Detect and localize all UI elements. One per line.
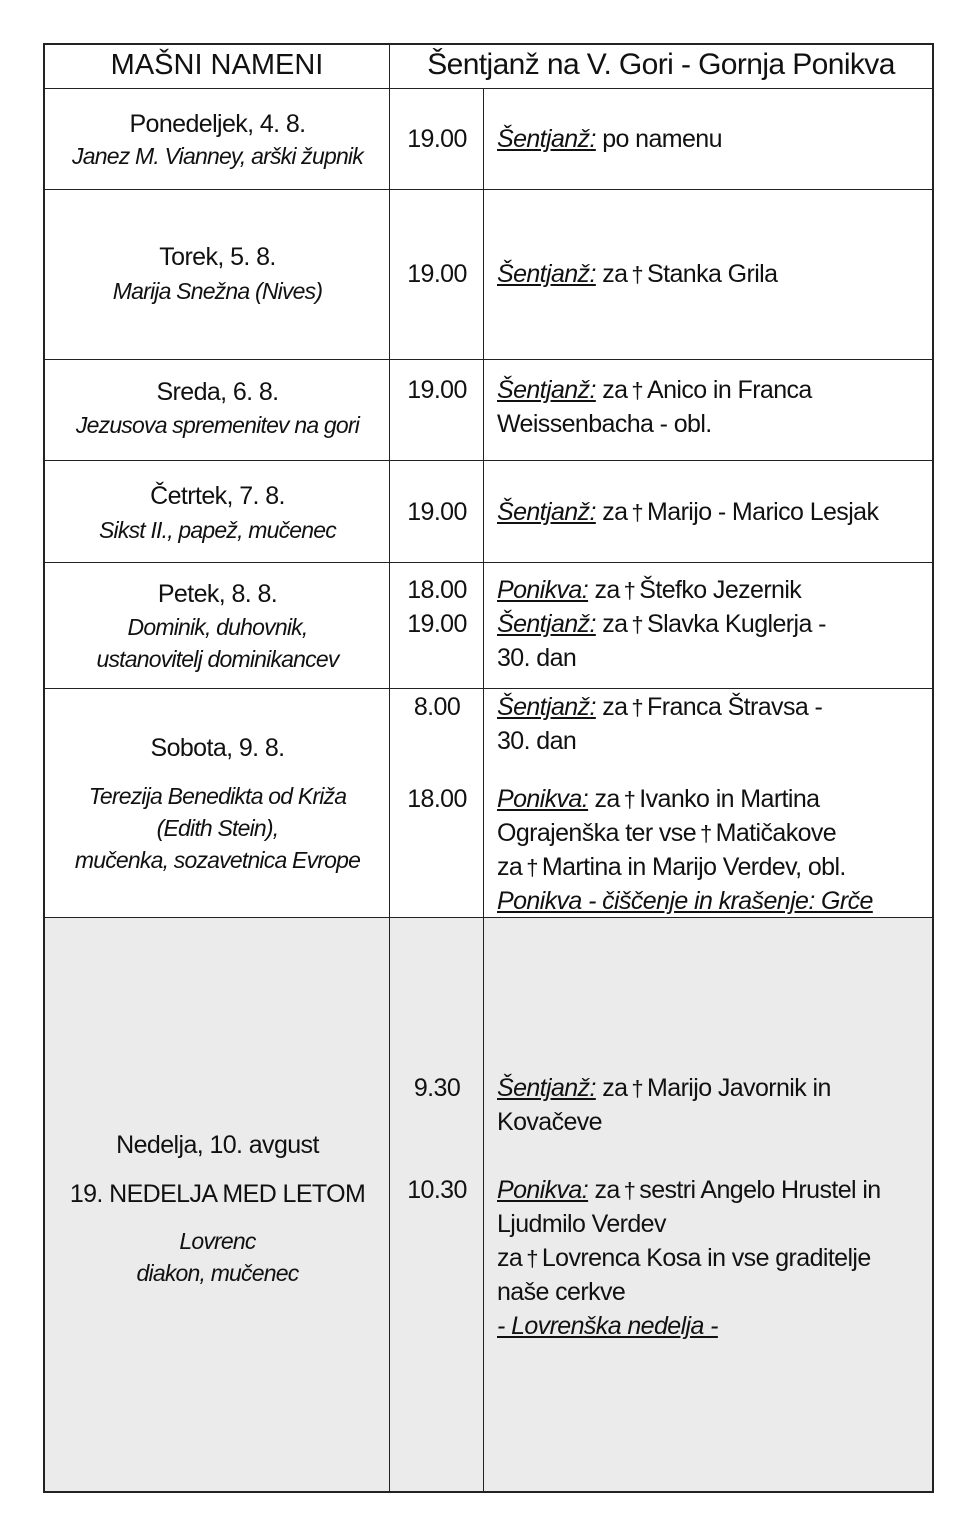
intention-line [497, 495, 878, 530]
table-header [45, 45, 932, 89]
intention-text: Ograjenška ter vse [497, 819, 697, 847]
intention-text: po namenu [595, 125, 722, 153]
day-saint: Jezusova spremenitev na gori [75, 412, 360, 438]
intention-line: Weissenbacha - obl. [497, 410, 712, 438]
intention-text: Stanka Grila [647, 260, 778, 288]
day-saint: Terezija Benedikta od Križa [88, 783, 347, 809]
time-cell [390, 89, 484, 189]
place-label: Šentjanž: [497, 693, 596, 721]
day-cell [45, 689, 390, 917]
day-name: Četrtek, 7. 8. [150, 482, 285, 510]
table-row-friday [45, 563, 932, 689]
intention-text: Marijo Javornik in [647, 1074, 831, 1102]
intention-line: naše cerkve [497, 1278, 626, 1306]
intention-line [497, 782, 819, 817]
intention-line: Kovačeve [497, 1108, 602, 1136]
intention-cell [484, 918, 932, 1491]
day-name: Petek, 8. 8. [157, 580, 278, 608]
intention-prefix: za [588, 576, 620, 604]
cleaning-note: Ponikva - čiščenje in krašenje: Grče [497, 887, 873, 915]
intention-text: Martina in Marijo Verdev, obl. [541, 853, 846, 881]
day-name: Nedelja, 10. avgust [116, 1131, 319, 1159]
cross-icon: † [631, 695, 644, 720]
intention-line [497, 1241, 871, 1276]
intention-cell [484, 461, 932, 562]
cross-icon: † [631, 378, 644, 403]
time-cell [390, 360, 484, 460]
intention-prefix: za [595, 260, 628, 288]
mass-time: 9.30 [413, 1074, 461, 1102]
day-saint: Marija Snežna (Nives) [112, 278, 323, 304]
place-label: Ponikva: [497, 1176, 589, 1204]
intention-cell [484, 360, 932, 460]
intention-text: Ivanko in Martina [639, 785, 820, 813]
intention-line [497, 607, 826, 642]
intention-line [497, 690, 822, 725]
table-row-sunday [45, 918, 932, 1491]
place-label: Šentjanž: [497, 610, 596, 638]
cross-icon: † [631, 262, 644, 287]
table-row-tuesday [45, 190, 932, 360]
intention-line [497, 573, 801, 608]
intention-prefix: za [595, 376, 628, 404]
day-name: Torek, 5. 8. [159, 243, 276, 271]
day-cell [45, 360, 390, 460]
intention-text: Anico in Franca [647, 376, 812, 404]
intention-prefix: za [595, 498, 628, 526]
place-label: Ponikva: [497, 785, 589, 813]
mass-time: 19.00 [407, 125, 467, 153]
mass-time: 18.00 [407, 785, 467, 813]
day-saint: ustanovitelj dominikancev [96, 646, 339, 672]
day-saint: mučenka, sozavetnica Evrope [74, 847, 361, 873]
intention-prefix: za [588, 785, 620, 813]
cross-icon: † [631, 1076, 644, 1101]
day-saint: (Edith Stein), [156, 815, 279, 841]
sunday-feast: 19. NEDELJA MED LETOM [69, 1180, 366, 1208]
intention-line [497, 373, 812, 408]
intention-line [497, 1173, 881, 1208]
intention-prefix: za [595, 693, 628, 721]
time-cell [390, 689, 484, 917]
mass-time: 19.00 [407, 610, 467, 638]
intention-prefix: za [595, 1074, 628, 1102]
mass-time: 19.00 [407, 376, 467, 404]
intention-prefix: za [497, 853, 523, 881]
time-cell [390, 918, 484, 1491]
day-cell [45, 461, 390, 562]
intention-text: sestri Angelo Hrustel in [639, 1176, 881, 1204]
intention-line [497, 122, 722, 156]
intention-prefix: za [588, 1176, 620, 1204]
cross-icon: † [526, 1246, 538, 1271]
place-label: Šentjanž: [497, 260, 596, 288]
intention-text: Lovrenca Kosa in vse graditelje [541, 1244, 871, 1272]
header-left-title: MAŠNI NAMENI [45, 45, 390, 88]
place-label: Šentjanž: [497, 498, 596, 526]
day-cell [45, 918, 390, 1491]
intention-line [497, 1071, 831, 1106]
intention-line [497, 257, 777, 292]
table-row-wednesday [45, 360, 932, 461]
day-name: Ponedeljek, 4. 8. [129, 110, 306, 138]
mass-time: 19.00 [407, 260, 467, 288]
intention-cell [484, 190, 932, 359]
intention-text: Marijo - Marico Lesjak [647, 498, 879, 526]
cross-icon: † [623, 787, 636, 812]
table-row-thursday [45, 461, 932, 563]
day-name: Sreda, 6. 8. [156, 378, 279, 406]
mass-time: 10.30 [407, 1176, 467, 1204]
intention-cell [484, 689, 932, 917]
intention-line [497, 816, 836, 851]
mass-time: 18.00 [407, 576, 467, 604]
intention-prefix: za [497, 1244, 523, 1272]
mass-time: 8.00 [413, 693, 461, 721]
place-label: Šentjanž: [497, 1074, 596, 1102]
day-saint: Sikst II., papež, mučenec [99, 517, 336, 543]
mass-intentions-table [43, 43, 934, 1493]
cross-icon: † [623, 578, 636, 603]
intention-text: Franca Štravsa - [647, 693, 823, 721]
day-saint: diakon, mučenec [136, 1260, 299, 1286]
place-label: Šentjanž: [497, 125, 596, 153]
header-right-title: Šentjanž na V. Gori - Gornja Ponikva [427, 48, 895, 81]
intention-cell [484, 89, 932, 189]
day-cell [45, 89, 390, 189]
day-name: Sobota, 9. 8. [150, 734, 285, 762]
intention-prefix: za [595, 610, 628, 638]
intention-line: 30. dan [497, 727, 577, 755]
day-saint: Janez M. Vianney, arški župnik [72, 143, 363, 169]
intention-text: Slavka Kuglerja - [647, 610, 826, 638]
day-saint: Lovrenc [179, 1228, 256, 1254]
cross-icon: † [631, 500, 644, 525]
intention-line: 30. dan [497, 644, 577, 672]
intention-text: Štefko Jezernik [639, 576, 802, 604]
time-cell [390, 190, 484, 359]
place-label: Šentjanž: [497, 376, 596, 404]
cross-icon: † [700, 821, 712, 846]
intention-text: Matičakove [715, 819, 837, 847]
mass-time: 19.00 [407, 498, 467, 526]
table-row-monday [45, 89, 932, 190]
cross-icon: † [623, 1178, 636, 1203]
time-cell [390, 461, 484, 562]
intention-line [497, 850, 846, 885]
cross-icon: † [631, 612, 644, 637]
sunday-note: - Lovrenška nedelja - [497, 1312, 718, 1340]
table-row-saturday [45, 689, 932, 918]
day-saint: Dominik, duhovnik, [127, 614, 308, 640]
day-cell [45, 563, 390, 688]
intention-cell [484, 563, 932, 688]
intention-line: Ljudmilo Verdev [497, 1210, 666, 1238]
day-cell [45, 190, 390, 359]
time-cell [390, 563, 484, 688]
place-label: Ponikva: [497, 576, 589, 604]
cross-icon: † [526, 855, 538, 880]
